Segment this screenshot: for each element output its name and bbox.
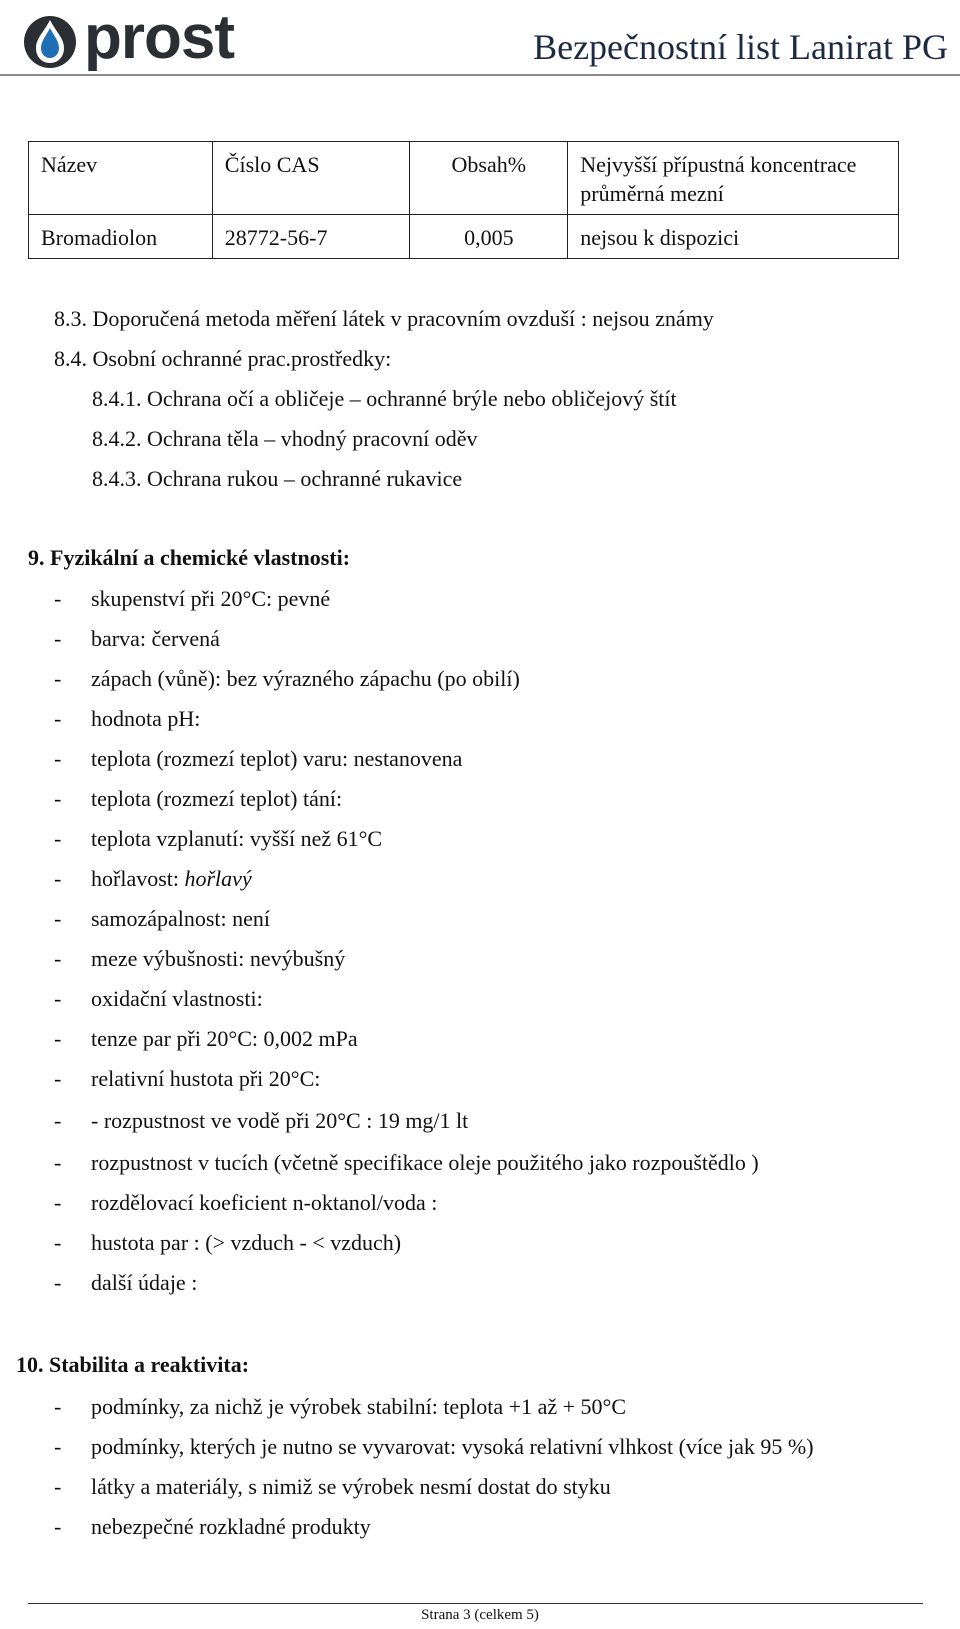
list-item-text: teplota (rozmezí teplot) tání:: [91, 786, 343, 811]
cell-limit: nejsou k dispozici: [568, 215, 899, 259]
list-dash: -: [54, 986, 62, 1011]
list-item-text: podmínky, za nichž je výrobek stabilní: teplota +1 až + 50°C: [91, 1394, 627, 1419]
flammability-line: [91, 866, 252, 892]
prost-logo: [22, 3, 262, 72]
page-number: Strana 3 (celkem 5): [421, 1607, 539, 1623]
cell-content: 0,005: [410, 215, 568, 259]
list-item-text: rozdělovací koeficient n-oktanol/voda :: [91, 1190, 438, 1215]
list-dash: -: [54, 1026, 62, 1051]
list-item-text: látky a materiály, s nimiž se výrobek nesmí dostat do styku: [91, 1474, 611, 1499]
list-item-text: podmínky, kterých je nutno se vyvarovat: vysoká relativní vlhkost (více jak 95 %): [91, 1434, 814, 1459]
table-header-row: [29, 142, 899, 215]
section-8-3: 8.3. Doporučená metoda měření látek v pracovním ovzduší : nejsou známy: [54, 306, 714, 331]
list-dash: -: [54, 586, 62, 611]
header-cell-content: Obsah%: [410, 142, 568, 215]
section-8-4-2: 8.4.2. Ochrana těla – vhodný pracovní oděv: [92, 426, 478, 451]
list-dash: -: [54, 1066, 62, 1091]
list-dash: -: [54, 1434, 62, 1459]
header-divider: [0, 74, 960, 76]
list-dash: -: [54, 826, 62, 851]
list-dash: -: [54, 1190, 62, 1215]
list-item-text: oxidační vlastnosti:: [91, 986, 263, 1011]
list-dash: -: [54, 1514, 62, 1539]
list-item-text: samozápalnost: není: [91, 906, 271, 931]
list-item-text: teplota vzplanutí: vyšší než 61°C: [91, 826, 383, 851]
footer-divider: [28, 1603, 923, 1604]
list-item-text: hodnota pH:: [91, 706, 201, 731]
section-9-heading: 9. Fyzikální a chemické vlastnosti:: [28, 545, 351, 570]
section-8-4-3: 8.4.3. Ochrana rukou – ochranné rukavice: [92, 466, 463, 491]
list-dash: -: [54, 1230, 62, 1255]
page-header: [0, 0, 960, 75]
list-item-text: barva: červená: [91, 626, 220, 651]
list-dash: -: [54, 946, 62, 971]
list-item-text: hustota par : (> vzduch - < vzduch): [91, 1230, 402, 1255]
header-cell-cas: Číslo CAS: [212, 142, 410, 215]
list-item-text: zápach (vůně): bez výrazného zápachu (po obilí): [91, 666, 520, 691]
list-dash: -: [54, 866, 62, 891]
list-dash: -: [54, 1270, 62, 1295]
list-item-text: teplota (rozmezí teplot) varu: nestanovena: [91, 746, 463, 771]
cell-cas: 28772-56-7: [212, 215, 410, 259]
logo-wordmark: prost: [84, 3, 234, 72]
section-8-4: 8.4. Osobní ochranné prac.prostředky:: [54, 346, 392, 371]
list-dash: -: [54, 666, 62, 691]
list-dash: -: [54, 1394, 62, 1419]
list-dash: -: [54, 746, 62, 771]
list-item-text: hořlavost:: [91, 866, 185, 891]
flammability-value: hořlavý: [184, 866, 252, 891]
list-dash: -: [54, 786, 62, 811]
composition-table: [28, 141, 899, 259]
section-10-heading: 10. Stabilita a reaktivita:: [16, 1352, 250, 1377]
list-dash: -: [54, 906, 62, 931]
cell-name: Bromadiolon: [29, 215, 213, 259]
list-item-text: další údaje :: [91, 1270, 198, 1295]
list-item-text: meze výbušnosti: nevýbušný: [91, 946, 346, 971]
list-dash: -: [54, 1150, 62, 1175]
list-item-text: tenze par při 20°C: 0,002 mPa: [91, 1026, 358, 1051]
document-title: Bezpečnostní list Lanirat PG: [533, 27, 948, 67]
list-dash: -: [54, 706, 62, 731]
header-cell-limit: Nejvyšší přípustná koncentrace průměrná mezní: [568, 142, 899, 215]
table-row: [29, 215, 899, 259]
list-item-text: relativní hustota při 20°C:: [91, 1066, 321, 1091]
header-cell-name: Název: [29, 142, 213, 215]
water-drop-logo-icon: [22, 8, 78, 70]
list-item-text: - rozpustnost ve vodě při 20°C : 19 mg/1 lt: [91, 1108, 469, 1133]
list-item-text: rozpustnost v tucích (včetně specifikace oleje použitého jako rozpouštědlo ): [91, 1150, 759, 1175]
list-dash: -: [54, 1474, 62, 1499]
list-item-text: nebezpečné rozkladné produkty: [91, 1514, 371, 1539]
list-dash: -: [54, 1108, 62, 1133]
list-item-text: skupenství při 20°C: pevné: [91, 586, 331, 611]
section-8-4-1: 8.4.1. Ochrana očí a obličeje – ochranné brýle nebo obličejový štít: [92, 386, 677, 411]
list-dash: -: [54, 626, 62, 651]
